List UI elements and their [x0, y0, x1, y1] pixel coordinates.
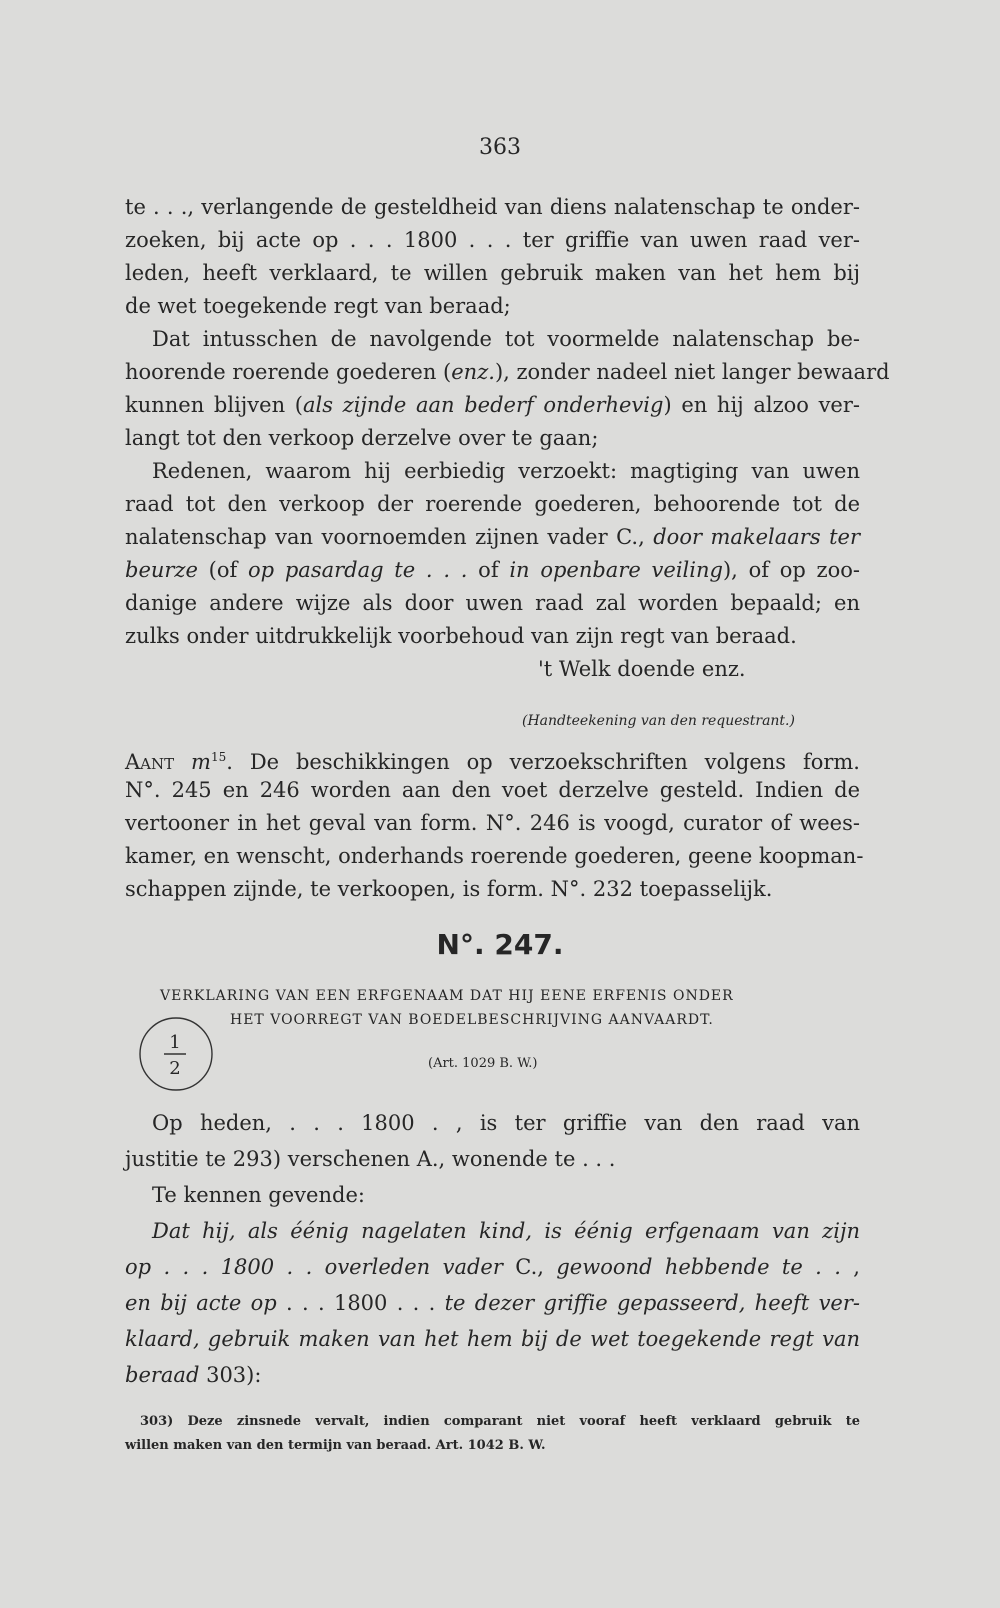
text-line: danige andere wijze als door uwen raad zal worden bepaald; en — [125, 591, 860, 615]
stamp-numerator: 1 — [169, 1032, 181, 1053]
annotation-line: kamer, en wenscht, onderhands roerende goederen, geene koopman- — [125, 844, 864, 868]
form-line: beraad 303): — [125, 1363, 262, 1387]
form-line: Op heden, . . . 1800 . , is ter griffie van den raad van — [152, 1111, 860, 1135]
text-line: raad tot den verkoop der roerende goederen, behoorende tot de — [125, 492, 860, 516]
annotation-line: vertooner in het geval van form. N°. 246 is voogd, curator of wees- — [125, 811, 860, 835]
text-line: beurze (of op pasardag te . . . of in openbare veiling), of op zoo- — [125, 558, 860, 582]
form-number: N°. 247. — [436, 928, 564, 961]
text-line: kunnen blijven (als zijnde aan bederf onderhevig) en hij alzoo ver- — [125, 393, 860, 417]
text-line: nalatenschap van voornoemden zijnen vader C., door makelaars ter — [125, 525, 860, 549]
form-line: en bij acte op . . . 1800 . . . te dezer griffie gepasseerd, heeft ver- — [125, 1291, 860, 1315]
closing-formula: 't Welk doende enz. — [538, 657, 746, 681]
fraction-stamp — [136, 1014, 216, 1094]
annotation-line: N°. 245 en 246 worden aan den voet derzelve gesteld. Indien de — [125, 778, 860, 802]
text-line: Redenen, waarom hij eerbiedig verzoekt: magtiging van uwen — [152, 459, 860, 483]
text-line: hoorende roerende goederen (enz.), zonder nadeel niet langer bewaard — [125, 360, 890, 384]
text-line: de wet toegekende regt van beraad; — [125, 294, 511, 318]
text-line: zoeken, bij acte op . . . 1800 . . . ter griffie van uwen raad ver- — [125, 228, 860, 252]
footnote: 303) Deze zinsnede vervalt, indien comparant niet vooraf heeft verklaard gebruik te — [140, 1414, 860, 1429]
text-line: zulks onder uitdrukkelijk voorbehoud van zijn regt van beraad. — [125, 624, 797, 648]
form-line: justitie te 293) verschenen A., wonende te . . . — [125, 1147, 616, 1171]
footnote: willen maken van den termijn van beraad. Art. 1042 B. W. — [125, 1438, 546, 1453]
form-heading: HET VOORREGT VAN BOEDELBESCHRIJVING AANVAARDT. — [230, 1012, 714, 1028]
form-line: Dat hij, als éénig nagelaten kind, is éénig erfgenaam van zijn — [152, 1219, 860, 1243]
signature-note: (Handteekening van den requestrant.) — [522, 713, 795, 729]
text-line: te . . ., verlangende de gesteldheid van diens nalatenschap te onder- — [125, 195, 860, 219]
article-reference: (Art. 1029 B. W.) — [428, 1056, 538, 1071]
form-line: Te kennen gevende: — [152, 1183, 365, 1207]
page-number: 363 — [479, 135, 521, 160]
text-line: Dat intusschen de navolgende tot voormelde nalatenschap be- — [152, 327, 860, 351]
text-line: langt tot den verkoop derzelve over te gaan; — [125, 426, 599, 450]
form-line: op . . . 1800 . . overleden vader C., gewoond hebbende te . . , — [125, 1255, 860, 1279]
text-line: leden, heeft verklaard, te willen gebruik maken van het hem bij — [125, 261, 860, 285]
annotation-line: schappen zijnde, te verkoopen, is form. N°. 232 toepasselijk. — [125, 877, 773, 901]
form-heading: VERKLARING VAN EEN ERFGENAAM DAT HIJ EENE ERFENIS ONDER — [160, 988, 734, 1004]
stamp-denominator: 2 — [169, 1058, 181, 1079]
annotation-line: Aant $m^{15}$. De beschikkingen op verzoekschriften volgens form. — [125, 750, 860, 774]
form-line: klaard, gebruik maken van het hem bij de wet toegekende regt van — [125, 1327, 860, 1351]
